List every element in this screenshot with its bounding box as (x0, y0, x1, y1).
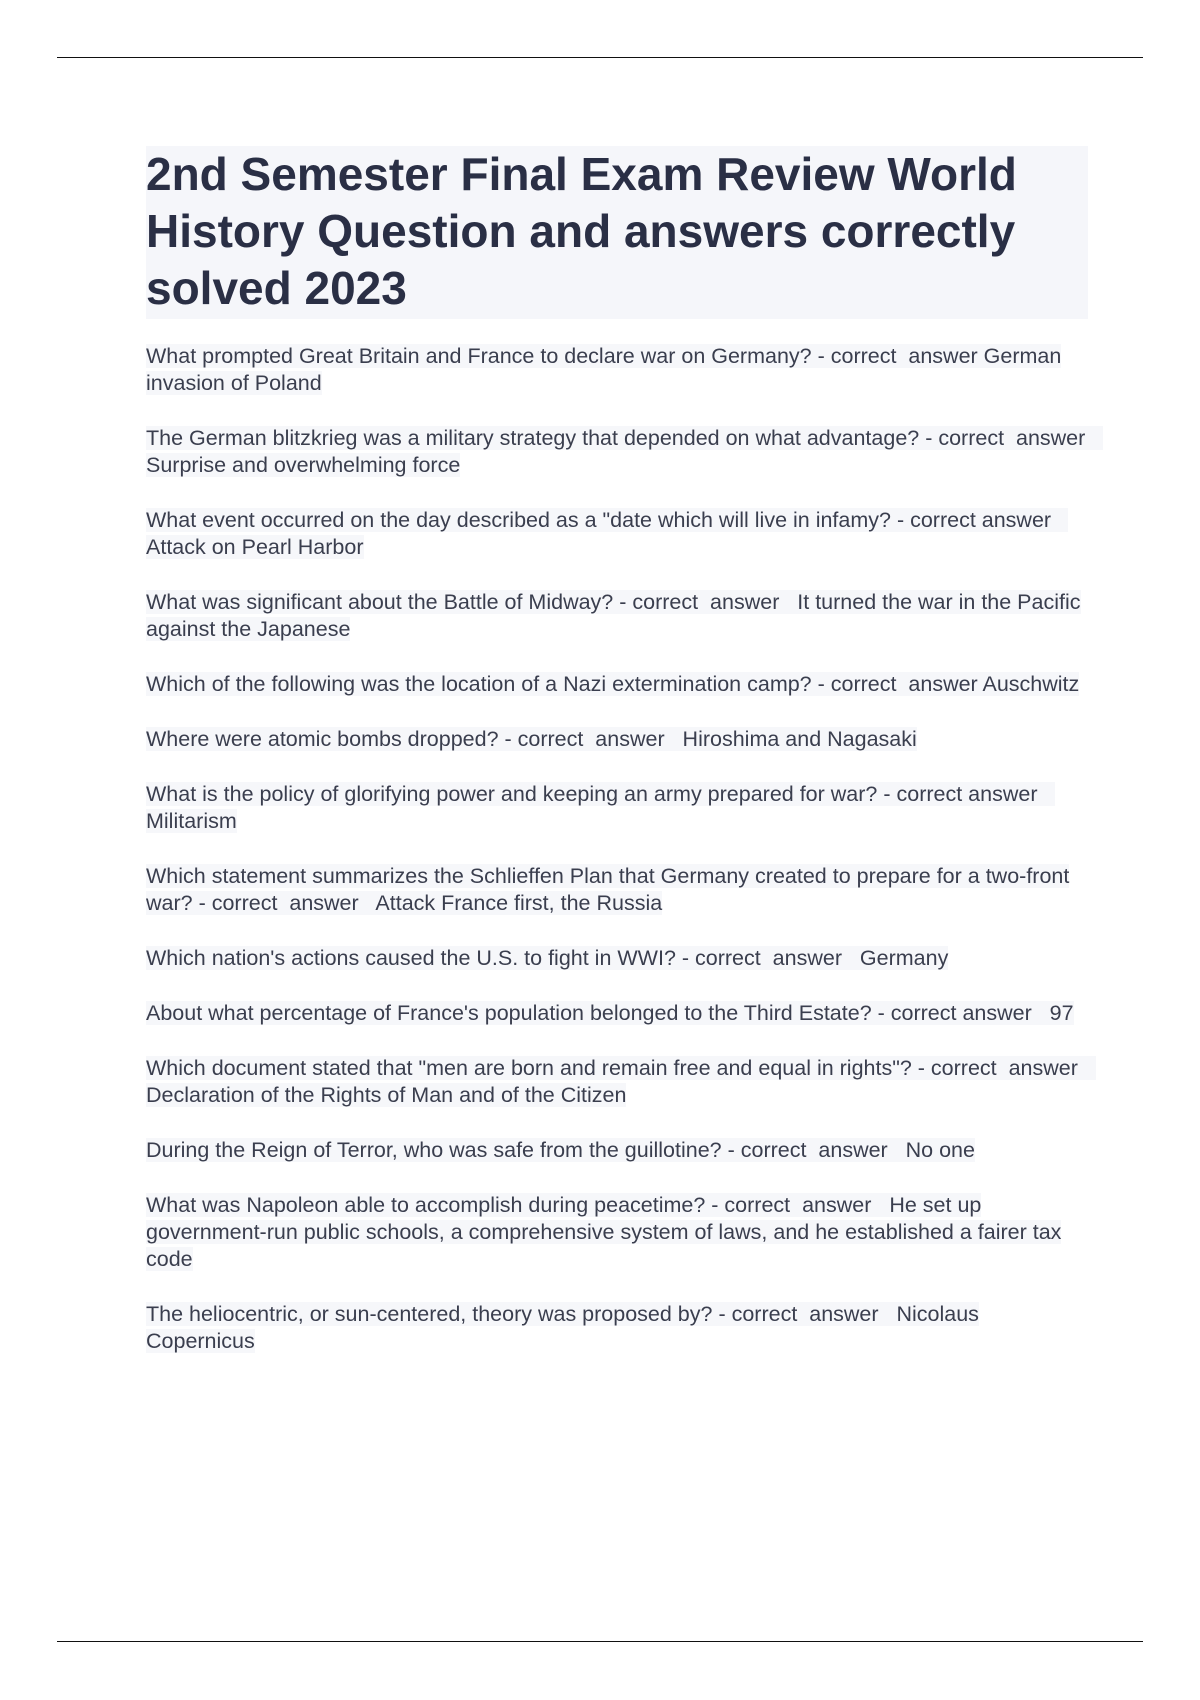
title-block (146, 146, 1088, 319)
qa-text (146, 1302, 979, 1353)
answer-text: Attack on Pearl Harbor (146, 535, 364, 559)
correct-answer-label: - correct answer (192, 891, 376, 915)
question-text: The German blitzkrieg was a military strategy that depended on what advantage? (146, 426, 920, 450)
question-text: What was Napoleon able to accomplish during peacetime? (146, 1193, 706, 1217)
correct-answer-label: - correct answer (811, 672, 983, 696)
answer-text: Surprise and overwhelming force (146, 453, 461, 477)
question-text: What was significant about the Battle of Midway? (146, 590, 614, 614)
top-divider (57, 57, 1143, 58)
qa-item (146, 1192, 1088, 1273)
correct-answer-label: - correct answer (498, 727, 683, 751)
qa-item (146, 726, 1088, 753)
correct-answer-label: - correct answer (675, 946, 860, 970)
qa-text (146, 590, 1081, 641)
document-body (146, 146, 1104, 1383)
document-title: 2nd Semester Final Exam Review World History Question and answers correctly solved 2023 (146, 148, 1017, 314)
qa-text (146, 782, 1055, 833)
qa-item (146, 781, 1088, 835)
qa-item (146, 863, 1088, 917)
correct-answer-label: - correct answer (911, 1056, 1096, 1080)
question-text: Which of the following was the location of a Nazi extermination camp? (146, 672, 812, 696)
correct-answer-label: - correct answer (877, 782, 1056, 806)
question-text: What is the policy of glorifying power and keeping an army prepared for war? (146, 782, 878, 806)
answer-text: No one (905, 1138, 975, 1162)
question-text: Where were atomic bombs dropped? (146, 727, 499, 751)
qa-text (146, 672, 1079, 696)
qa-item (146, 1301, 1088, 1355)
correct-answer-label: - correct answer (871, 1001, 1050, 1025)
answer-text: Auschwitz (982, 672, 1080, 696)
answer-text: Nicolaus Copernicus (146, 1302, 979, 1353)
qa-text (146, 946, 948, 970)
question-text: Which nation's actions caused the U.S. to fight in WWI? (146, 946, 676, 970)
answer-text: He set up government-run public schools, a comprehensive system of laws, and he established a fairer tax code (146, 1193, 1062, 1271)
qa-item (146, 671, 1088, 698)
answer-text: Declaration of the Rights of Man and of the Citizen (146, 1083, 627, 1107)
correct-answer-label: - correct answer (721, 1138, 906, 1162)
correct-answer-label: - correct answer (919, 426, 1104, 450)
answer-text: German invasion of Poland (146, 344, 1062, 395)
correct-answer-label: - correct answer (613, 590, 798, 614)
bottom-divider (57, 1641, 1143, 1642)
answer-text: Germany (859, 946, 949, 970)
answer-text: 97 (1049, 1001, 1074, 1025)
question-text: Which document stated that "men are born and remain free and equal in rights"? (146, 1056, 912, 1080)
correct-answer-label: - correct answer (811, 344, 984, 368)
qa-text (146, 727, 917, 751)
qa-item (146, 589, 1088, 643)
qa-item (146, 1055, 1096, 1109)
qa-text (146, 1056, 1096, 1107)
correct-answer-label: - correct answer (712, 1302, 897, 1326)
qa-item (146, 1000, 1088, 1027)
qa-item (146, 1137, 1088, 1164)
qa-item (146, 343, 1088, 397)
answer-text: Militarism (146, 809, 237, 833)
answer-text: Attack France first, the Russia (375, 891, 663, 915)
correct-answer-label: - correct answer (890, 508, 1068, 532)
question-text: The heliocentric, or sun-centered, theory was proposed by? (146, 1302, 713, 1326)
question-text: During the Reign of Terror, who was safe from the guillotine? (146, 1138, 722, 1162)
answer-text: It turned the war in the Pacific against the Japanese (146, 590, 1081, 641)
answer-text: Hiroshima and Nagasaki (682, 727, 917, 751)
qa-item (146, 945, 1088, 972)
qa-text (146, 1193, 1061, 1271)
qa-text (146, 426, 1103, 477)
qa-item (146, 507, 1088, 561)
question-text: What event occurred on the day described as a "date which will live in infamy? (146, 508, 891, 532)
question-text: About what percentage of France's population belonged to the Third Estate? (146, 1001, 872, 1025)
correct-answer-label: - correct answer (705, 1193, 890, 1217)
qa-text (146, 1138, 975, 1162)
qa-text (146, 344, 1061, 395)
qa-text (146, 1001, 1074, 1025)
question-text: What prompted Great Britain and France to declare war on Germany? (146, 344, 812, 368)
qa-text (146, 508, 1068, 559)
qa-text (146, 864, 1069, 915)
question-text: Which statement summarizes the Schlieffen Plan that Germany created to prepare for a two-front war? (146, 864, 1070, 915)
qa-list (146, 343, 1104, 1355)
qa-item (146, 425, 1104, 479)
